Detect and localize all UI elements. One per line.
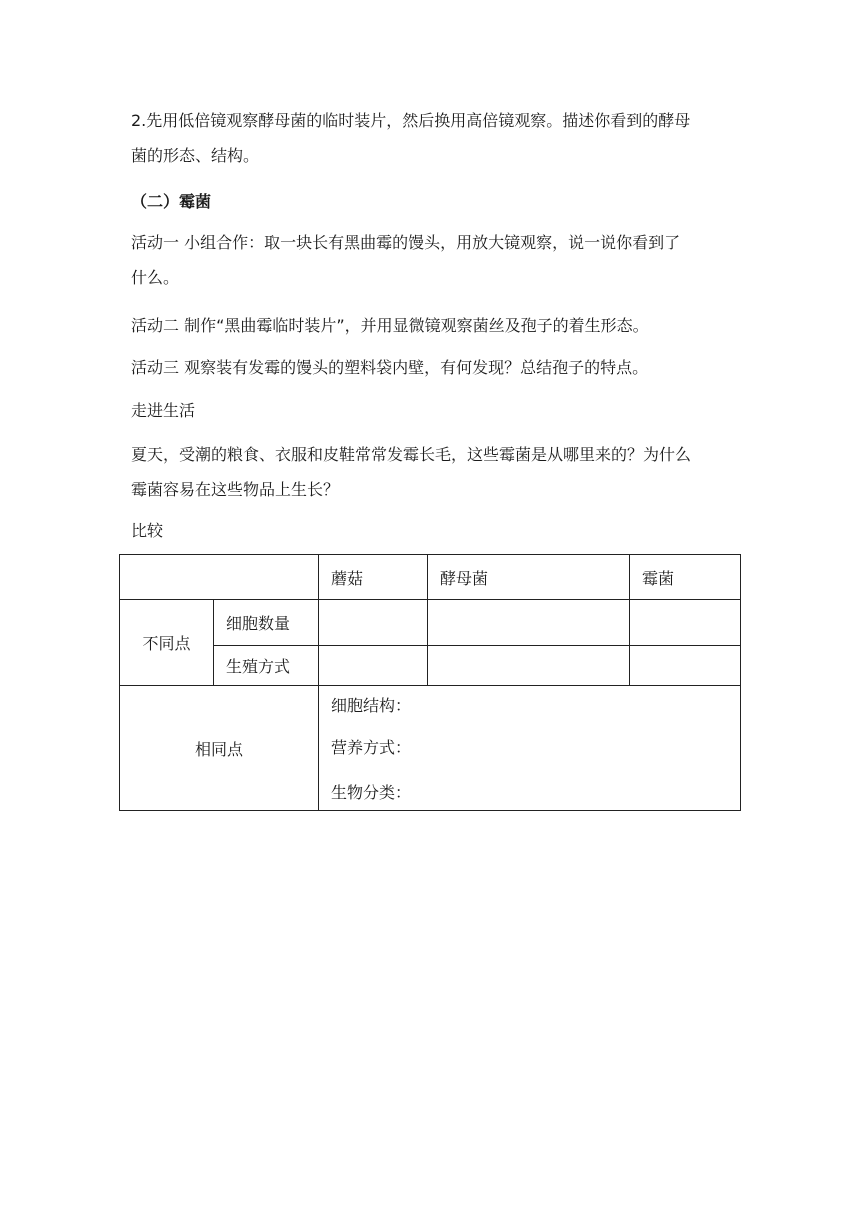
cell-count-yeast [428, 600, 630, 646]
similarity-classification: 生物分类： [331, 783, 412, 802]
table-row [120, 600, 741, 646]
reproduction-mold [630, 646, 741, 686]
table-row [120, 646, 741, 686]
activity-1-line-2: 什么。 [131, 268, 180, 287]
reproduction-yeast [428, 646, 630, 686]
similarity-nutrition: 营养方式： [331, 738, 412, 757]
comparison-table [119, 554, 741, 811]
question-2-line-1: 2.先用低倍镜观察酵母菌的临时装片，然后换用高倍镜观察。描述你看到的酵母 [131, 111, 691, 130]
cell-count-mold [630, 600, 741, 646]
row-label-reproduction: 生殖方式 [214, 646, 319, 686]
activity-1-line-1: 活动一 小组合作：取一块长有黑曲霉的馒头，用放大镜观察，说一说你看到了 [131, 233, 681, 252]
differences-label: 不同点 [120, 600, 214, 686]
header-mushroom: 蘑菇 [319, 555, 428, 600]
header-mold: 霉菌 [630, 555, 741, 600]
similarity-cell-structure: 细胞结构： [331, 696, 412, 715]
section-heading-mold: （二）霉菌 [131, 192, 212, 211]
table-header-row [120, 555, 741, 600]
header-yeast: 酵母菌 [428, 555, 630, 600]
summer-question-line-2: 霉菌容易在这些物品上生长？ [131, 480, 340, 499]
table-row [120, 686, 741, 811]
similarities-label: 相同点 [120, 686, 319, 811]
cell-count-mushroom [319, 600, 428, 646]
activity-3: 活动三 观察装有发霉的馒头的塑料袋内壁，有何发现？总结孢子的特点。 [131, 358, 649, 377]
summer-question-line-1: 夏天，受潮的粮食、衣服和皮鞋常常发霉长毛，这些霉菌是从哪里来的？为什么 [131, 445, 692, 464]
similarities-cell [319, 686, 741, 811]
reproduction-mushroom [319, 646, 428, 686]
question-2-line-2: 菌的形态、结构。 [131, 146, 260, 165]
activity-2: 活动二 制作“黑曲霉临时装片”，并用显微镜观察菌丝及孢子的着生形态。 [131, 316, 649, 335]
compare-label: 比较 [131, 521, 164, 540]
header-empty-cell [120, 555, 319, 600]
section-heading-into-life: 走进生活 [131, 401, 196, 420]
row-label-cell-count: 细胞数量 [214, 600, 319, 646]
